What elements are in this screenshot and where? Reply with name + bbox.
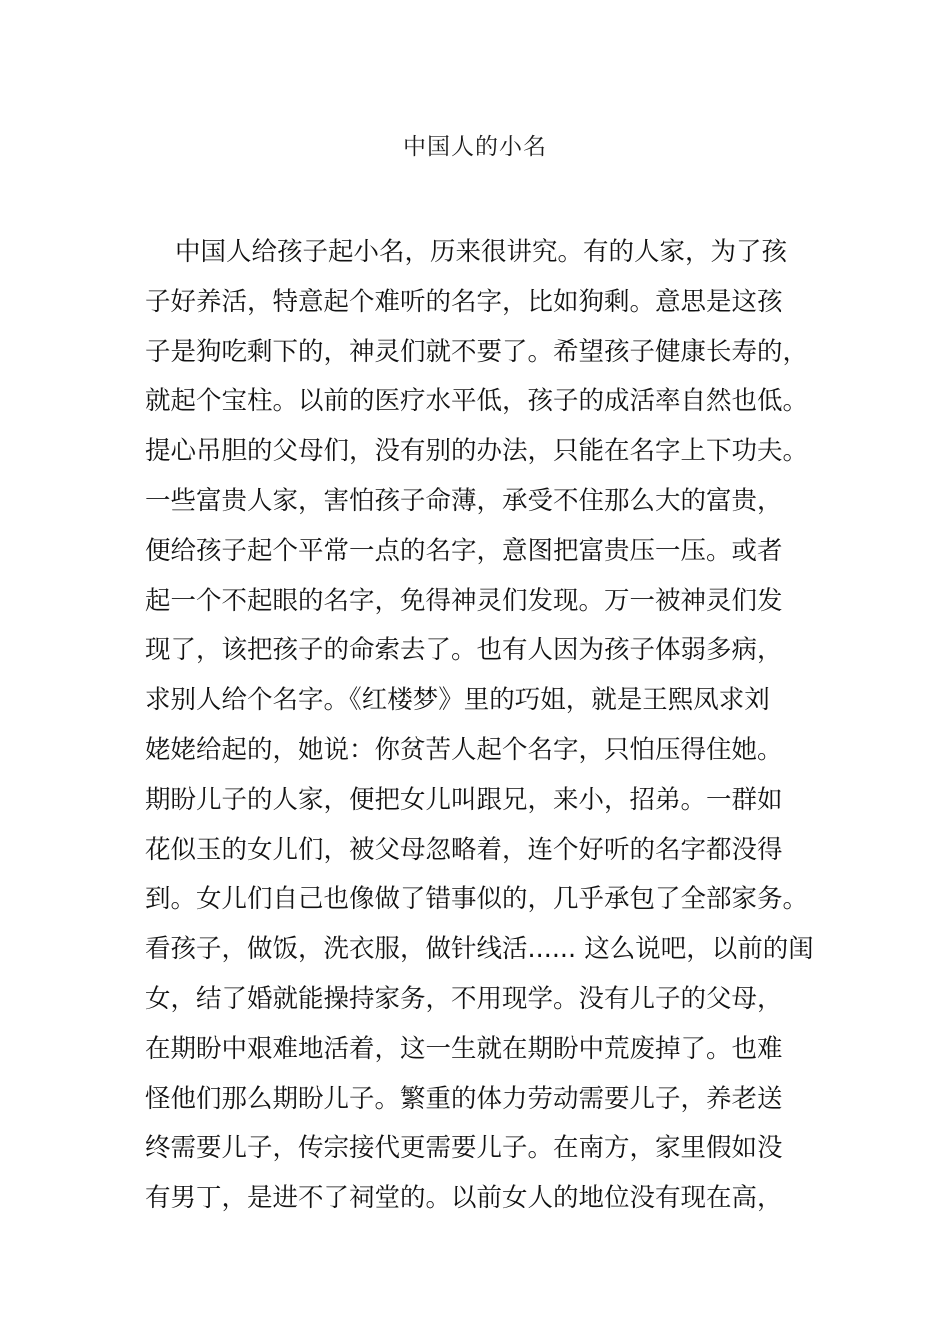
text-line: 提心吊胆的父母们，没有别的办法，只能在名字上下功夫。 <box>145 436 809 467</box>
text-line: 看孩子，做饭，洗衣服，做针线活...... 这么说吧，以前的闺 <box>145 934 814 965</box>
text-line: 在期盼中艰难地活着，这一生就在期盼中荒废掉了。也难 <box>145 1033 783 1064</box>
text-line: 终需要儿子，传宗接代更需要儿子。在南方，家里假如没 <box>145 1133 783 1164</box>
text-line: 花似玉的女儿们，被父母忽略着，连个好听的名字都没得 <box>145 834 783 865</box>
text-line: 期盼儿子的人家，便把女儿叫跟兄，来小，招弟。一群如 <box>145 784 783 815</box>
text-line: 起一个不起眼的名字，免得神灵们发现。万一被神灵们发 <box>145 585 783 616</box>
text-line: 姥姥给起的，她说：你贫苦人起个名字，只怕压得住她。 <box>145 734 783 765</box>
text-line: 中国人给孩子起小名，历来很讲究。有的人家，为了孩 <box>175 237 788 267</box>
page-title: 中国人的小名 <box>403 134 547 160</box>
text-line: 有男丁，是进不了祠堂的。以前女人的地位没有现在高， <box>145 1183 783 1214</box>
text-line: 求别人给个名字。《红楼梦》里的巧姐，就是王熙凤求刘 <box>145 685 770 716</box>
text-line: 怪他们那么期盼儿子。繁重的体力劳动需要儿子，养老送 <box>145 1083 783 1114</box>
text-line: 子好养活，特意起个难听的名字，比如狗剩。意思是这孩 <box>145 286 783 317</box>
text-line: 现了，该把孩子的命索去了。也有人因为孩子体弱多病， <box>145 635 783 666</box>
text-line: 一些富贵人家，害怕孩子命薄，承受不住那么大的富贵， <box>145 485 783 516</box>
article-body <box>145 228 825 1224</box>
text-line: 子是狗吃剩下的，神灵们就不要了。希望孩子健康长寿的， <box>145 336 809 367</box>
text-line: 便给孩子起个平常一点的名字，意图把富贵压一压。或者 <box>145 535 783 566</box>
text-line: 到。女儿们自己也像做了错事似的，几乎承包了全部家务。 <box>145 884 809 915</box>
text-line: 女，结了婚就能操持家务，不用现学。没有儿子的父母， <box>145 983 783 1014</box>
text-line: 就起个宝柱。以前的医疗水平低，孩子的成活率自然也低。 <box>145 386 809 417</box>
